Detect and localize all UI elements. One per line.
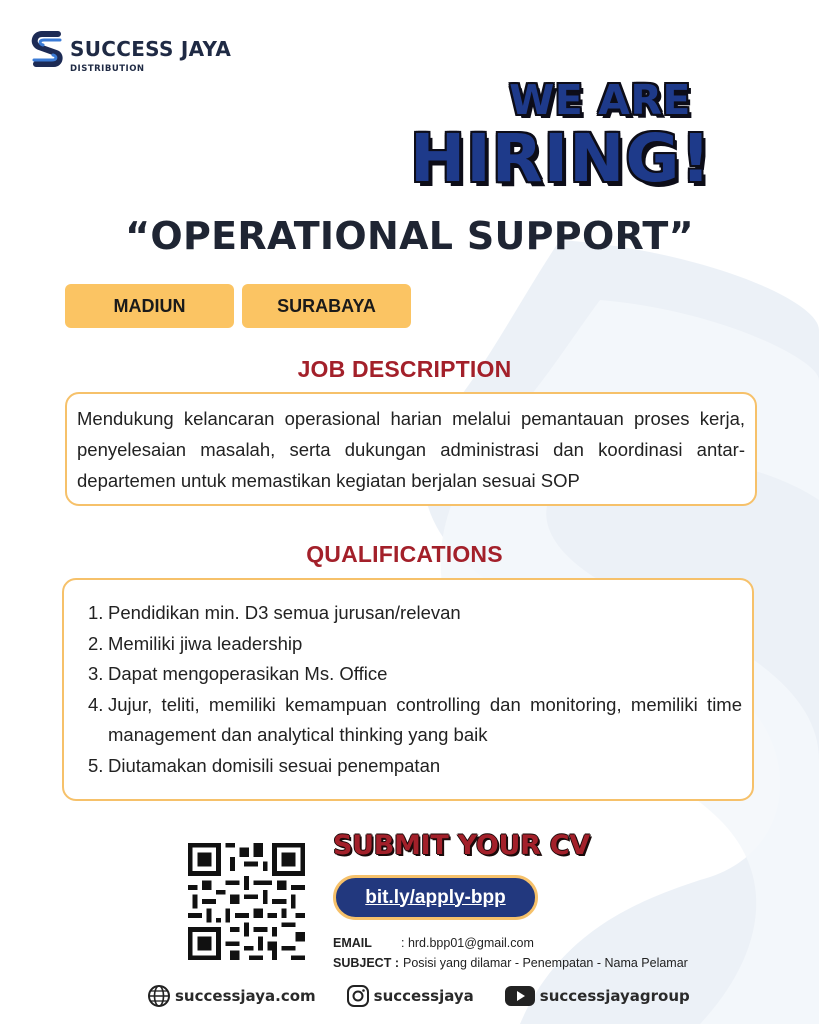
company-subtitle: DISTRIBUTION	[70, 64, 145, 74]
email-label: EMAIL	[333, 936, 372, 950]
list-item-number: 2.	[88, 632, 104, 654]
location-chip-surabaya: SURABAYA	[242, 284, 411, 328]
social-instagram-label: successjaya	[373, 987, 474, 1005]
job-description-text: Mendukung kelancaran operasional harian melalui pemantauan proses kerja, penyelesaian masalah, serta dukungan administrasi dan koordinasi antar-departemen untuk memastikan kegiatan berjalan sesuai SOP	[77, 408, 745, 491]
job-description-title: JOB DESCRIPTION	[297, 356, 512, 382]
social-website-label: successjaya.com	[175, 987, 316, 1005]
qualifications-box	[62, 578, 754, 801]
list-item-text: Memiliki jiwa leadership	[108, 632, 303, 654]
social-website[interactable]	[147, 984, 316, 1008]
qualifications-list	[88, 598, 742, 781]
list-item-text: Dapat mengoperasikan Ms. Office	[108, 663, 388, 684]
contact-info	[333, 933, 688, 973]
location-chips	[65, 284, 411, 328]
company-logo	[30, 30, 231, 74]
position-title: “OPERATIONAL SUPPORT”	[125, 214, 694, 258]
instagram-icon	[346, 984, 370, 1008]
list-item-text: Pendidikan min. D3 semua jurusan/relevan	[108, 602, 461, 623]
job-description-box	[65, 392, 757, 506]
qualifications-title: QUALIFICATIONS	[306, 541, 503, 567]
list-item-number: 4.	[88, 693, 104, 715]
subject-label: SUBJECT :	[333, 956, 399, 970]
apply-link-button[interactable]: bit.ly/apply-bpp	[333, 875, 538, 920]
social-footer	[147, 984, 690, 1008]
globe-icon	[147, 984, 171, 1008]
youtube-icon	[504, 984, 536, 1008]
list-item	[88, 751, 742, 782]
s-logo-icon	[30, 30, 66, 70]
submit-cv-title: SUBMIT YOUR CV	[333, 830, 590, 861]
social-instagram[interactable]	[346, 984, 474, 1008]
list-item-number: 1.	[88, 602, 104, 623]
list-item	[88, 629, 742, 660]
subject-row	[333, 953, 688, 973]
list-item	[88, 659, 742, 690]
list-item	[88, 690, 742, 751]
list-item-text: Diutamakan domisili sesuai penempatan	[108, 754, 441, 776]
location-chip-madiun: MADIUN	[65, 284, 234, 328]
qr-code-icon[interactable]	[188, 843, 305, 960]
list-item-number: 5.	[88, 754, 104, 776]
headline-hiring: HIRING!	[410, 120, 712, 197]
email-row	[333, 933, 688, 953]
list-item-text: Jujur, teliti, memiliki kemampuan controlling dan monitoring, memiliki time management dan analytical thinking yang baik	[108, 693, 742, 745]
headline-we-are: WE ARE	[509, 76, 691, 124]
list-item	[88, 598, 742, 629]
list-item-number: 3.	[88, 663, 104, 684]
company-name: SUCCESS JAYA	[70, 37, 232, 61]
subject-value: Posisi yang dilamar - Penempatan - Nama Pelamar	[402, 956, 688, 970]
social-youtube-label: successjayagroup	[539, 987, 690, 1005]
social-youtube[interactable]	[504, 984, 690, 1008]
email-value[interactable]: : hrd.bpp01@gmail.com	[401, 936, 534, 950]
